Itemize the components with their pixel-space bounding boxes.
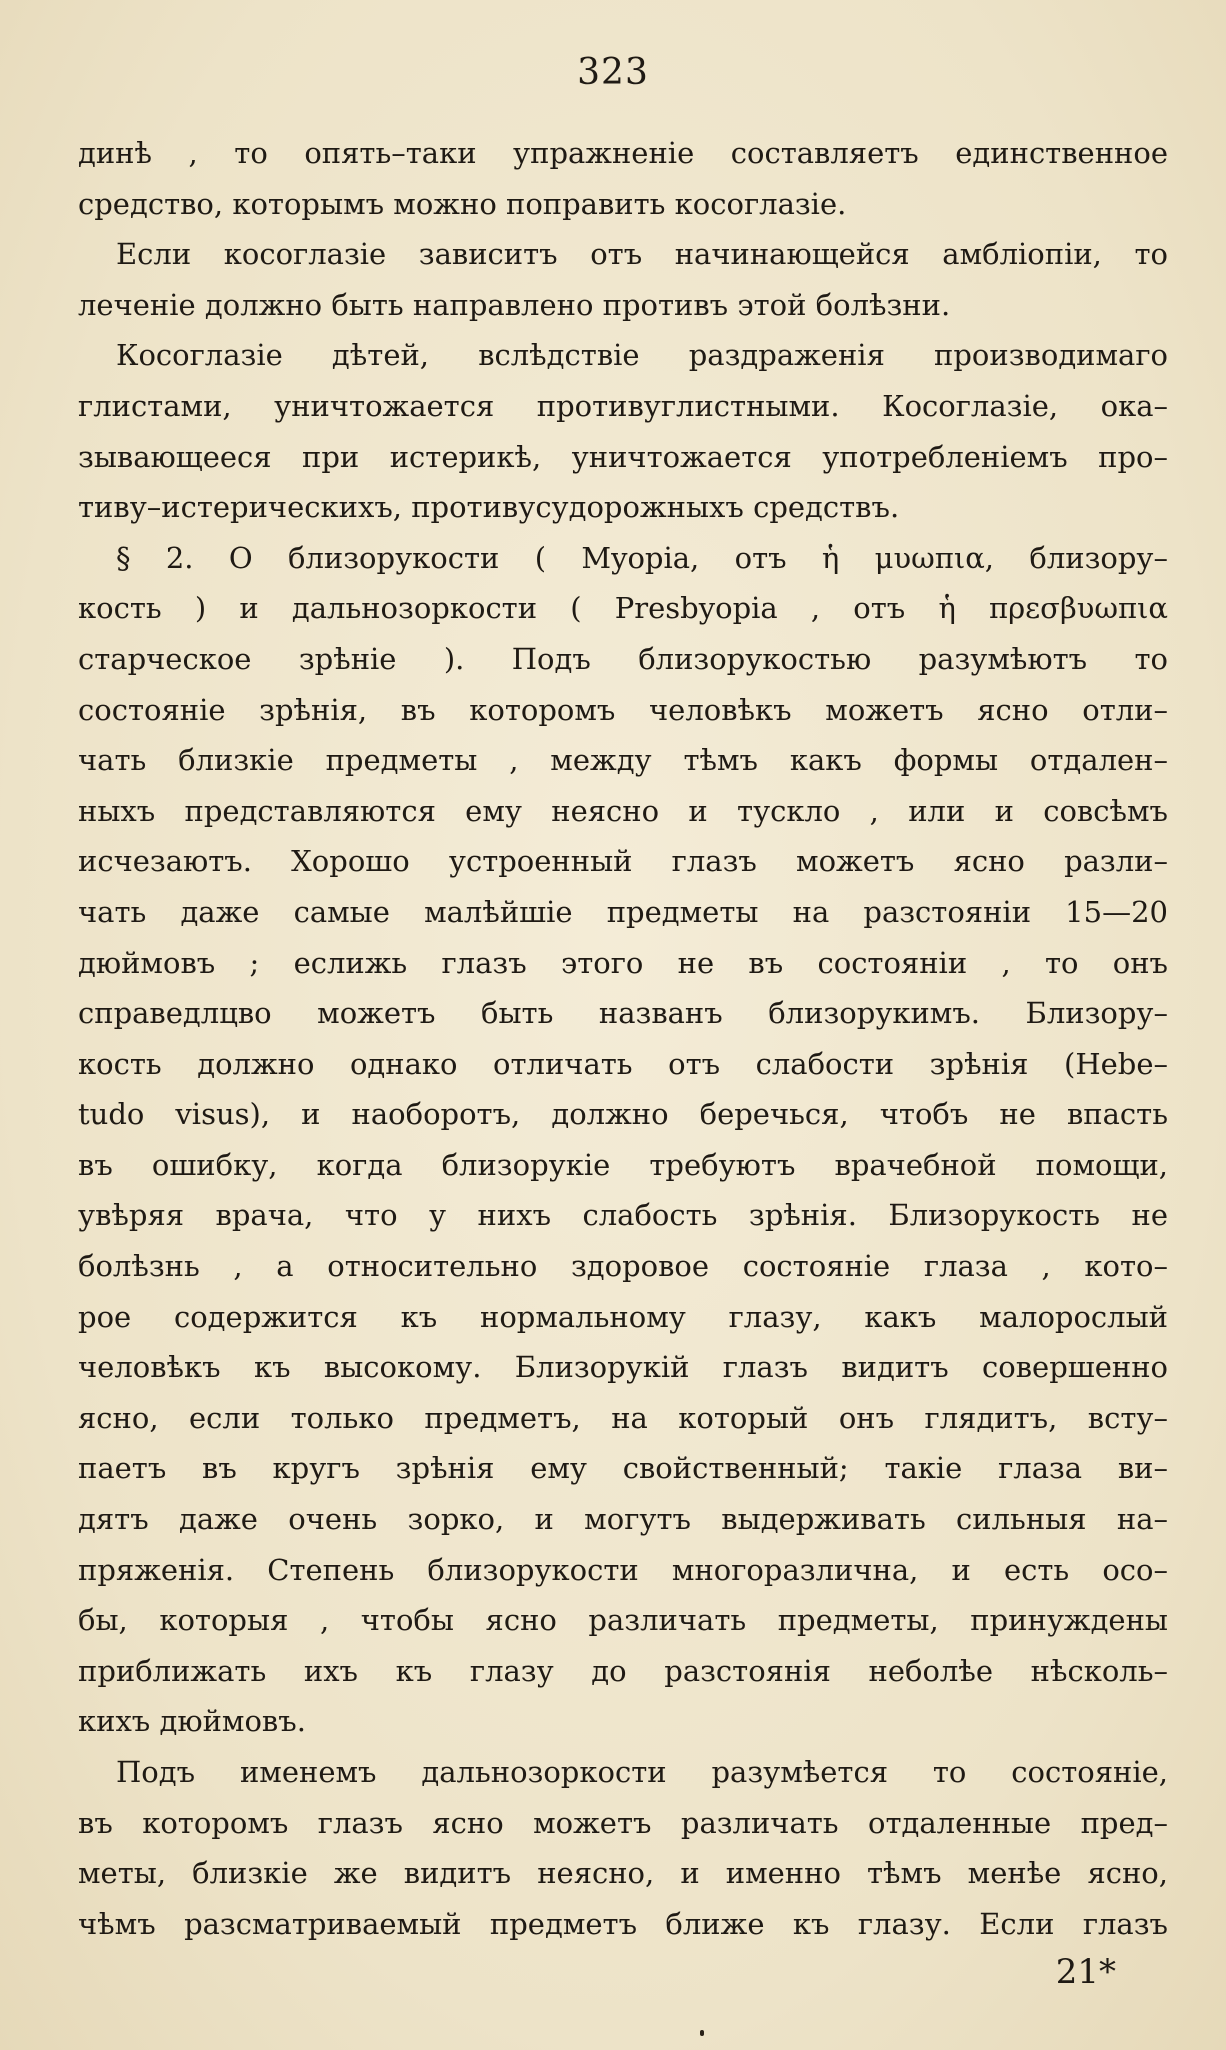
text-line: Подъ именемъ дальнозоркости разумѣется то состояніе, xyxy=(116,1755,1168,1789)
text-line: чать даже самые малѣйшіе предметы на разстояніи 15—20 xyxy=(78,894,1168,929)
text-line: кихъ дюймовъ. xyxy=(78,1704,306,1739)
text-line: рое содержится къ нормальному глазу, какъ малорослый xyxy=(78,1299,1168,1334)
text-line: бы, которыя , чтобы ясно различать предметы, принуждены xyxy=(78,1603,1168,1638)
text-line: дюймовъ ; еслижь глазъ этого не въ состояніи , то онъ xyxy=(78,945,1168,980)
text-line: ныхъ представляются ему неясно и тускло , или и совсѣмъ xyxy=(78,793,1168,828)
text-line: въ ошибку, когда близорукіе требуютъ врачебной помощи, xyxy=(78,1147,1168,1182)
text-line: ясно, если только предметъ, на который онъ глядитъ, всту– xyxy=(78,1400,1168,1435)
text-line: § 2. О близорукости ( Myopia, отъ ἡ μυωπια, близору– xyxy=(116,540,1168,575)
text-line: дятъ даже очень зорко, и могутъ выдерживать сильныя на– xyxy=(78,1502,1168,1537)
text-line: исчезаютъ. Хорошо устроенный глазъ можетъ ясно разли– xyxy=(78,844,1168,879)
text-line: приближать ихъ къ глазу до разстоянія неболѣе нѣсколь– xyxy=(78,1653,1168,1688)
text-line: старческое зрѣніе ). Подъ близорукостью разумѣютъ то xyxy=(78,641,1168,676)
text-line: Косоглазіе дѣтей, вслѣдствіе раздраженія производимаго xyxy=(116,338,1168,373)
body-text xyxy=(78,128,1168,1949)
text-line: паетъ въ кругъ зрѣнія ему свойственный; такіе глаза ви– xyxy=(78,1451,1168,1486)
text-line: чѣмъ разсматриваемый предметъ ближе къ глазу. Если глазъ xyxy=(78,1906,1168,1941)
text-line: справедлцво можетъ быть названъ близорукимъ. Близору– xyxy=(78,996,1168,1031)
text-line: человѣкъ къ высокому. Близорукій глазъ видитъ совершенно xyxy=(78,1350,1168,1385)
text-line: tudo visus), и наоборотъ, должно беречься, чтобъ не впасть xyxy=(78,1097,1168,1132)
text-line: средство, которымъ можно поправить косоглазіе. xyxy=(78,186,847,221)
text-line: кость ) и дальнозоркости ( Presbyopia , отъ ἡ πρεσβυωπια xyxy=(78,591,1168,626)
text-line: зывающееся при истерикѣ, уничтожается употребленіемъ про– xyxy=(78,439,1168,474)
text-line: глистами, уничтожается противуглистными. Косоглазіе, ока– xyxy=(78,388,1168,423)
text-line: леченіе должно быть направлено противъ этой болѣзни. xyxy=(78,287,951,322)
signature-mark: 21* xyxy=(1055,1952,1116,1992)
text-line: состояніе зрѣнія, въ которомъ человѣкъ можетъ ясно отли– xyxy=(78,692,1168,727)
text-line: динѣ , то опять–таки упражненіе составляетъ единственное xyxy=(78,136,1168,170)
print-speck xyxy=(700,2030,704,2036)
text-line: тиву–истерическихъ, противусудорожныхъ средствъ. xyxy=(78,490,900,525)
text-line: кость должно однако отличать отъ слабости зрѣнія (Hebe– xyxy=(78,1046,1168,1081)
text-line: пряженія. Степень близорукости многоразлична, и есть осо– xyxy=(78,1552,1168,1587)
text-line: болѣзнь , а относительно здоровое состояніе глаза , кото– xyxy=(78,1249,1168,1284)
page-number: 323 xyxy=(577,52,649,93)
text-line: чать близкіе предметы , между тѣмъ какъ формы отдален– xyxy=(78,743,1168,778)
text-line: Если косоглазіе зависитъ отъ начинающейся амбліопіи, то xyxy=(116,237,1168,272)
text-line: въ которомъ глазъ ясно можетъ различать отдаленные пред– xyxy=(78,1805,1168,1840)
text-line: меты, близкіе же видитъ неясно, и именно тѣмъ менѣе ясно, xyxy=(78,1856,1168,1891)
text-line: увѣряя врача, что у нихъ слабость зрѣнія. Близорукость не xyxy=(78,1198,1168,1233)
